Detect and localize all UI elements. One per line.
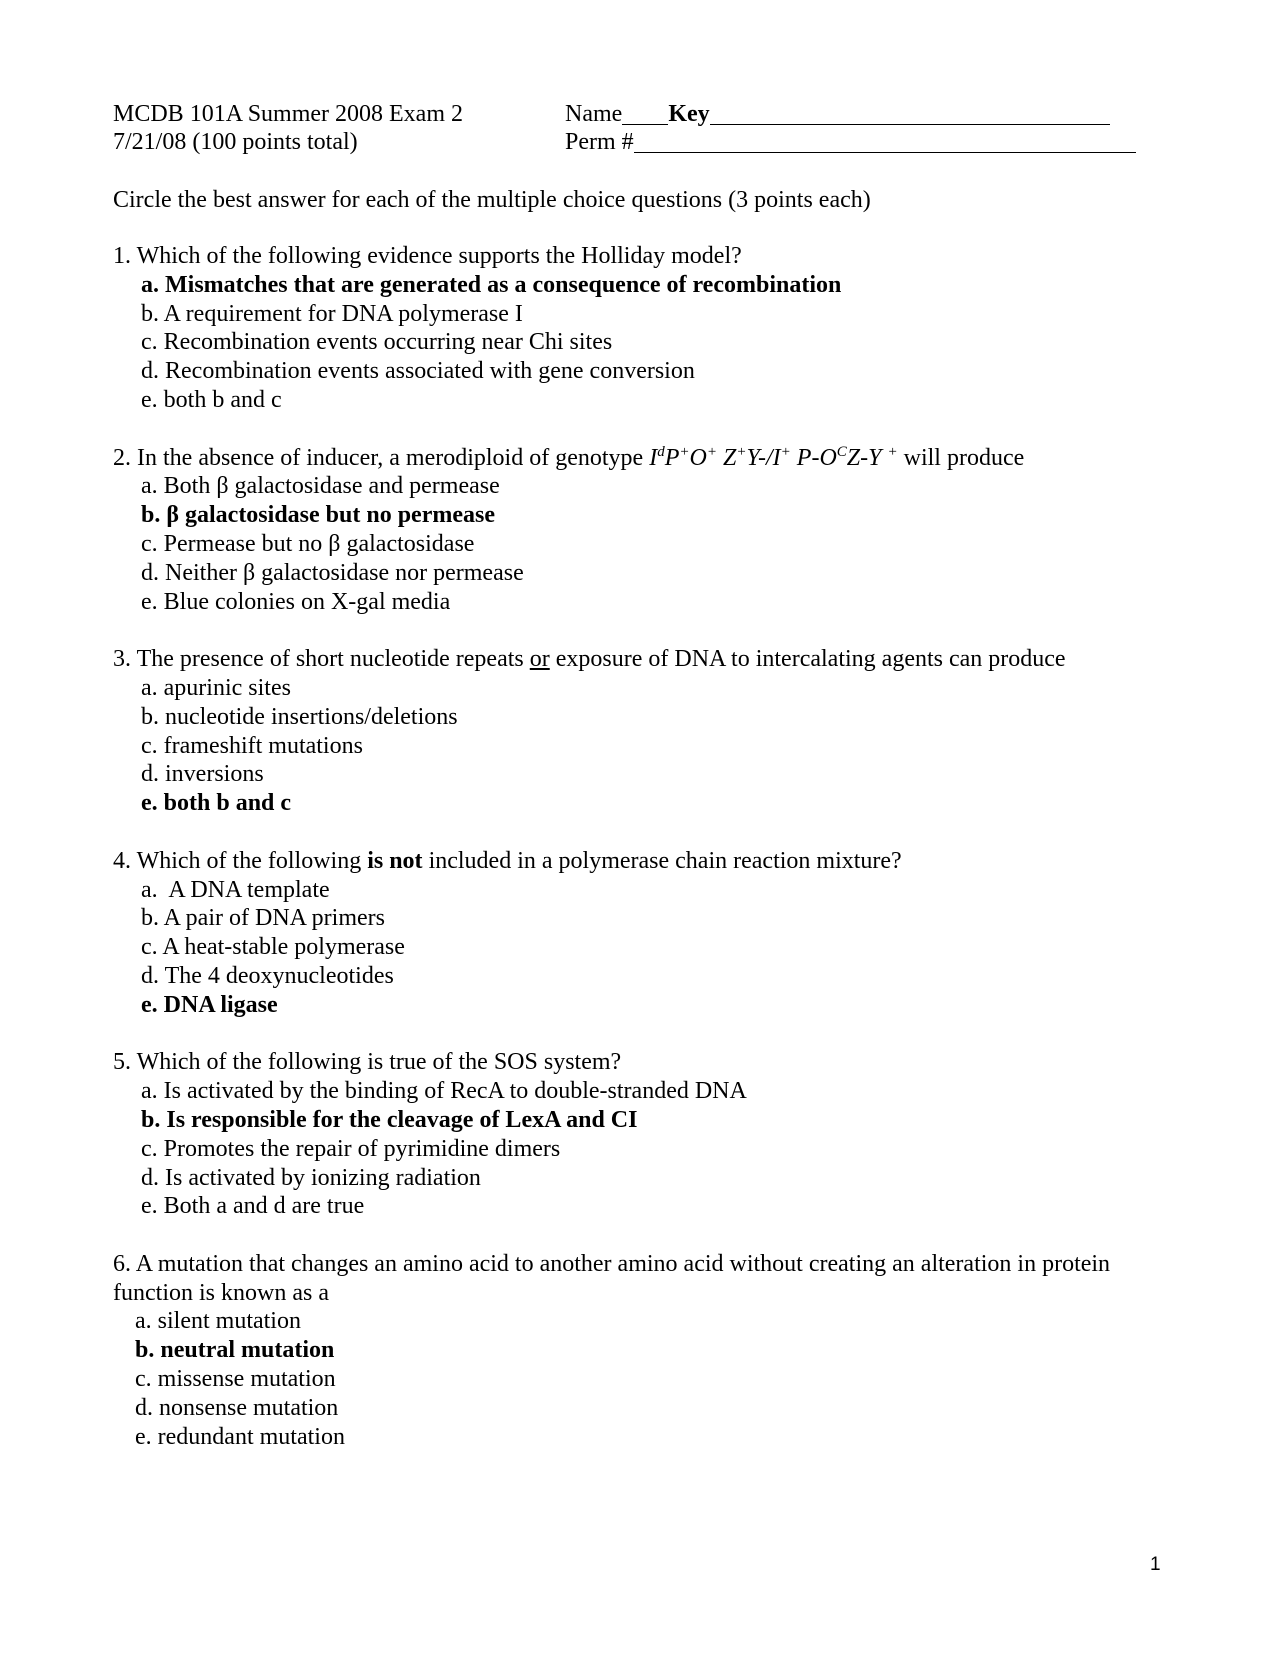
- question-list: [113, 242, 1113, 1480]
- question-stem: The presence of short nucleotide repeats: [136, 646, 530, 673]
- genotype-part: Y-/I: [746, 444, 781, 471]
- correct-answer-option: b. β galactosidase but no permease: [141, 502, 495, 529]
- answer-option: d. nonsense mutation: [135, 1394, 339, 1421]
- answer-option: d. Is activated by ionizing radiation: [141, 1164, 481, 1191]
- answer-option: c. missense mutation: [135, 1366, 336, 1393]
- answer-option: e. Both a and d are true: [141, 1193, 365, 1220]
- correct-answer-option: b. neutral mutation: [135, 1337, 335, 1364]
- answer-option: d. inversions: [141, 761, 264, 788]
- answer-option: a. A DNA template: [141, 876, 330, 903]
- name-field: [565, 100, 1136, 128]
- question-2-text: [113, 444, 1113, 473]
- question-stem: Which of the following is true of the SOS system?: [136, 1049, 622, 1076]
- answer-options: [113, 472, 1113, 616]
- emphasis-text: is not: [367, 847, 423, 874]
- answer-option: a. Both β galactosidase and permease: [141, 473, 500, 500]
- answer-option: a. silent mutation: [135, 1308, 301, 1335]
- correct-answer-option: e. DNA ligase: [141, 991, 278, 1018]
- answer-option: b. nucleotide insertions/deletions: [141, 703, 458, 730]
- header-student-block: [565, 100, 1136, 156]
- name-label: Name: [565, 101, 623, 127]
- answer-option: e. redundant mutation: [135, 1423, 345, 1450]
- perm-label: Perm #: [565, 129, 634, 155]
- answer-options: [113, 876, 1113, 1020]
- name-value: Key: [668, 101, 710, 127]
- question-3-text: [113, 645, 1113, 674]
- question-number: 3.: [113, 646, 131, 673]
- answer-option: b. A requirement for DNA polymerase I: [141, 300, 523, 327]
- answer-option: c. A heat-stable polymerase: [141, 934, 405, 961]
- question-stem: Which of the following: [136, 847, 368, 874]
- answer-option: e. both b and c: [141, 386, 282, 413]
- question-number: 6.: [113, 1250, 131, 1277]
- question-1-text: [113, 242, 1113, 271]
- instructions: Circle the best answer for each of the multiple choice questions (3 points each): [113, 187, 871, 213]
- question-6: [113, 1250, 1113, 1452]
- emphasis-text: or: [529, 646, 550, 673]
- genotype-superscript: +: [780, 443, 791, 460]
- question-number: 4.: [113, 847, 131, 874]
- question-stem: Which of the following evidence supports the Holliday model?: [136, 243, 742, 269]
- answer-option: d. Neither β galactosidase nor permease: [141, 559, 524, 586]
- question-4-text: [113, 847, 1113, 876]
- genotype-notation: [649, 445, 897, 471]
- answer-option: a. apurinic sites: [141, 674, 291, 701]
- exam-date: 7/21/08 (100 points total): [113, 129, 358, 155]
- question-stem-end: included in a polymerase chain reaction mixture?: [422, 847, 902, 874]
- question-2: [113, 444, 1113, 617]
- answer-option: a. Is activated by the binding of RecA to double-stranded DNA: [141, 1078, 747, 1105]
- correct-answer-option: a. Mismatches that are generated as a consequence of recombination: [141, 271, 842, 298]
- page-number: 1: [1150, 1554, 1161, 1575]
- answer-option: c. Recombination events occurring near Chi sites: [141, 329, 613, 356]
- genotype-part: P-O: [790, 444, 837, 471]
- answer-option: c. frameshift mutations: [141, 732, 363, 759]
- name-blank-tail: [710, 104, 1110, 125]
- answer-options: [113, 1077, 1113, 1221]
- question-stem-end: exposure of DNA to intercalating agents can produce: [549, 646, 1066, 673]
- question-number: 1.: [113, 243, 131, 269]
- genotype-superscript: C: [836, 443, 847, 460]
- name-blank-lead: [622, 104, 668, 125]
- question-stem: A mutation that changes an amino acid to another amino acid without creating an alteration in protein function is known as a: [113, 1250, 1111, 1306]
- answer-option: d. The 4 deoxynucleotides: [141, 962, 394, 989]
- answer-options: [113, 1307, 1113, 1451]
- answer-options: [113, 271, 1113, 415]
- answer-option: d. Recombination events associated with gene conversion: [141, 358, 695, 385]
- perm-blank: [634, 132, 1136, 153]
- genotype-part: Z-Y: [846, 444, 888, 471]
- genotype-superscript: +: [736, 443, 747, 460]
- header-course-block: [113, 100, 463, 156]
- genotype-superscript: +: [706, 443, 717, 460]
- question-number: 2.: [113, 444, 131, 471]
- genotype-part: O: [689, 444, 707, 471]
- question-stem: In the absence of inducer, a merodiploid of genotype: [137, 444, 650, 471]
- question-3: [113, 645, 1113, 818]
- answer-option: b. A pair of DNA primers: [141, 905, 385, 932]
- genotype-superscript: +: [887, 443, 898, 460]
- answer-option: e. Blue colonies on X-gal media: [141, 588, 451, 615]
- genotype-part: I: [649, 444, 658, 471]
- question-5-text: [113, 1048, 1113, 1077]
- question-6-text: [113, 1250, 1113, 1308]
- question-1: [113, 242, 1113, 415]
- answer-option: c. Permease but no β galactosidase: [141, 530, 475, 557]
- question-5: [113, 1048, 1113, 1221]
- genotype-superscript: +: [679, 443, 690, 460]
- question-number: 5.: [113, 1049, 131, 1076]
- answer-options: [113, 674, 1113, 818]
- question-4: [113, 847, 1113, 1020]
- genotype-part: Z: [716, 444, 737, 471]
- question-stem-end: will produce: [897, 444, 1025, 471]
- genotype-superscript: d: [657, 443, 665, 460]
- correct-answer-option: b. Is responsible for the cleavage of LexA and CI: [141, 1106, 638, 1133]
- course-title: MCDB 101A Summer 2008 Exam 2: [113, 101, 464, 127]
- perm-field: [565, 128, 1136, 156]
- correct-answer-option: e. both b and c: [141, 790, 292, 817]
- answer-option: c. Promotes the repair of pyrimidine dimers: [141, 1135, 561, 1162]
- genotype-part: P: [664, 444, 680, 471]
